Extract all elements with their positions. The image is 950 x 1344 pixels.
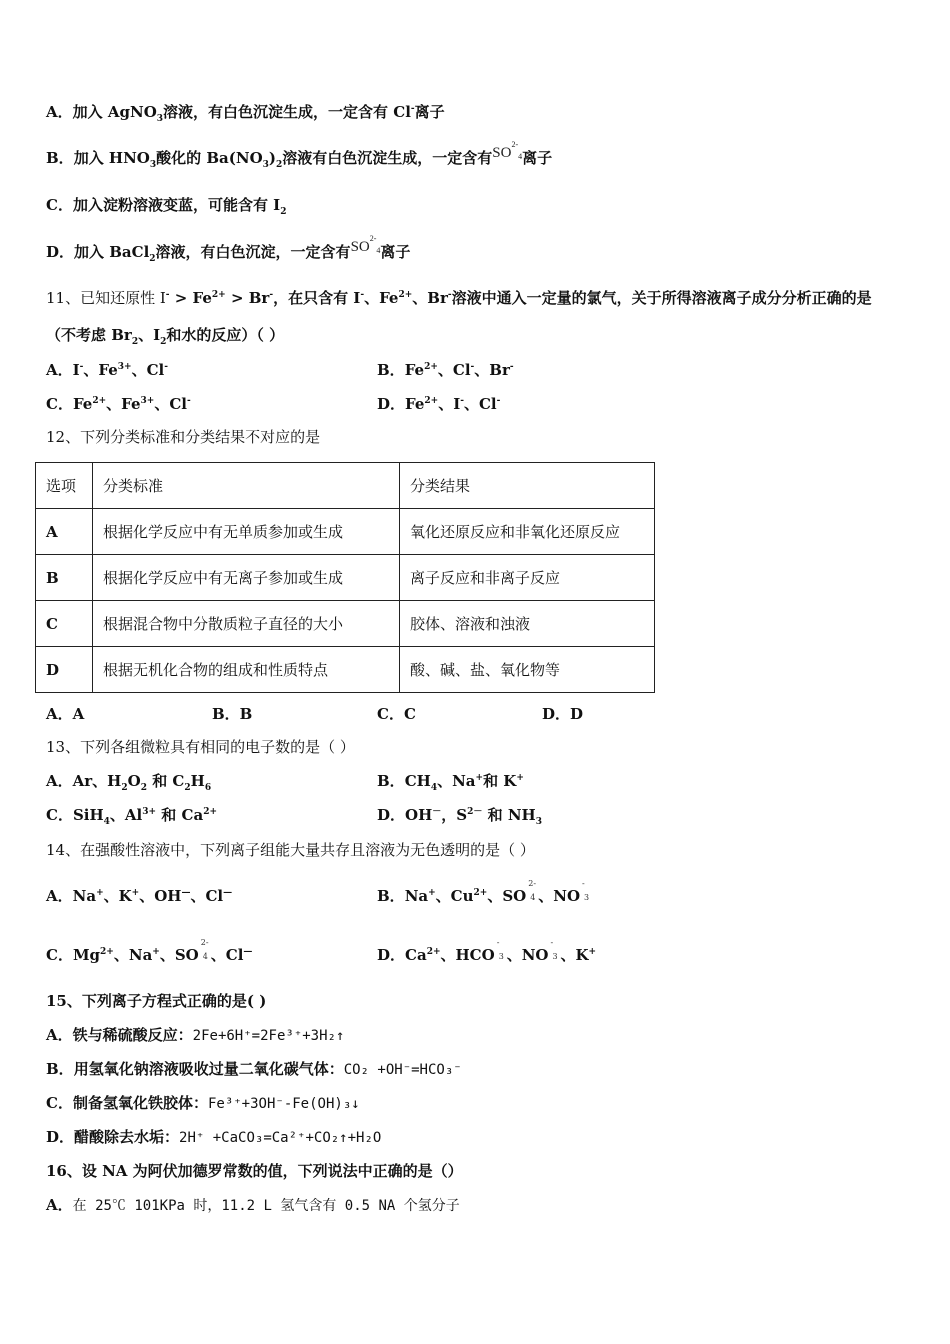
q11-option-c: C．$Fe^{2+}$、$Fe^{3+}$、Cl- bbox=[46, 395, 191, 413]
q13-option-b: B．$CH_4$、Na+和 K+ bbox=[377, 772, 524, 793]
q12-option-a: A．A bbox=[46, 705, 85, 723]
q10-option-a: A．加入 AgNO$_3$溶液，有白色沉淀生成，一定含有 Cl-离子 bbox=[46, 103, 445, 124]
q11-option-d: D．$Fe^{2+}$、I-、Cl- bbox=[377, 395, 501, 413]
q15-option-d: D．醋酸除去水垢：2H⁺ +CaCO₃=Ca²⁺+CO₂↑+H₂O bbox=[46, 1128, 382, 1146]
q13-option-a: A．Ar、$H_2O_2$ 和 $C_2H_6$ bbox=[46, 772, 212, 793]
q12-option-b: B．B bbox=[212, 705, 253, 723]
table-cell: 根据无机化合物的组成和性质特点 bbox=[93, 647, 400, 693]
table-cell: C bbox=[36, 601, 93, 647]
table-cell: D bbox=[36, 647, 93, 693]
equation: CO₂ +OH⁻=HCO₃⁻ bbox=[343, 1062, 462, 1078]
table-cell: 胶体、溶液和浊液 bbox=[400, 601, 655, 647]
q12-stem: 12、下列分类标准和分类结果不对应的是 bbox=[46, 428, 321, 446]
q14-option-a: A．Na+、K+、OH—、Cl— bbox=[46, 887, 233, 905]
q10-option-b: B．加入 $HNO_3$酸化的 $Ba(NO_3)_2$溶液有白色沉淀生成，一定含有$SO^{2-}_4$离子 bbox=[46, 140, 553, 170]
table-cell: 酸、碱、盐、氧化物等 bbox=[400, 647, 655, 693]
q13-option-c: C．SiH$_4$、$Al^{3+}$ 和 $Ca^{2+}$ bbox=[46, 806, 217, 827]
q14-option-d: D．$Ca^{2+}$、HCO - 3 、NO - 3 、K+ bbox=[377, 938, 597, 964]
equation: 2Fe+6H⁺=2Fe³⁺+3H₂↑ bbox=[192, 1028, 345, 1044]
table-cell: 离子反应和非离子反应 bbox=[400, 555, 655, 601]
sulfate-ion-formula: $SO^{2-}_4$ bbox=[492, 140, 523, 161]
q15-option-c: C．制备氢氧化铁胶体：Fe³⁺+3OH⁻-Fe(OH)₃↓ bbox=[46, 1094, 360, 1112]
table-row bbox=[36, 555, 655, 601]
sulfate-ion-formula: $SO^{2-}_4$ bbox=[350, 234, 381, 255]
table-header-cell: 选项 bbox=[36, 463, 93, 509]
q12-option-d: D．D bbox=[542, 705, 584, 723]
q10-option-c: C．加入淀粉溶液变蓝，可能含有 $I_2$ bbox=[46, 196, 287, 217]
table-cell: 根据化学反应中有无离子参加或生成 bbox=[93, 555, 400, 601]
classification-table bbox=[35, 462, 655, 693]
table-row bbox=[36, 509, 655, 555]
table-cell: A bbox=[36, 509, 93, 555]
q14-option-c: C．$Mg^{2+}$、Na+、SO 2- 4 、Cl— bbox=[46, 938, 253, 964]
table-row bbox=[36, 601, 655, 647]
table-cell: 根据混合物中分散质粒子直径的大小 bbox=[93, 601, 400, 647]
q11-stem-line2: （不考虑 $Br_2$、$I_2$和水的反应）（ ） bbox=[46, 326, 285, 347]
q16-stem: 16、设 NA 为阿伏加德罗常数的值，下列说法中正确的是（） bbox=[46, 1162, 463, 1180]
q13-stem: 13、下列各组微粒具有相同的电子数的是（ ） bbox=[46, 738, 355, 756]
table-row bbox=[36, 647, 655, 693]
table-header-row bbox=[36, 463, 655, 509]
q16-option-a: A．在 25℃ 101KPa 时，11.2 L 氢气含有 0.5 NA 个氢分子 bbox=[46, 1196, 460, 1214]
table-cell: B bbox=[36, 555, 93, 601]
equation: Fe³⁺+3OH⁻-Fe(OH)₃↓ bbox=[207, 1096, 360, 1112]
q15-option-b: B．用氢氧化钠溶液吸收过量二氧化碳气体：CO₂ +OH⁻=HCO₃⁻ bbox=[46, 1060, 462, 1078]
table-cell: 根据化学反应中有无单质参加或生成 bbox=[93, 509, 400, 555]
q11-option-b: B．$Fe^{2+}$、Cl-、Br- bbox=[377, 361, 514, 379]
table-header-cell: 分类标准 bbox=[93, 463, 400, 509]
table-cell: 氧化还原反应和非氧化还原反应 bbox=[400, 509, 655, 555]
q10-option-d: D．加入 BaCl$_2$溶液，有白色沉淀，一定含有$SO^{2-}_4$离子 bbox=[46, 234, 411, 264]
equation: 2H⁺ +CaCO₃=Ca²⁺+CO₂↑+H₂O bbox=[179, 1130, 382, 1146]
q11-stem-line1: 11、已知还原性 $I^- > Fe^{2+} > Br^-$，在只含有 I-、$Fe^{2+}$、Br-溶液中通入一定量的氯气，关于所得溶液离子成分分析正确的是 bbox=[46, 289, 872, 307]
q15-option-a: A．铁与稀硫酸反应：2Fe+6H⁺=2Fe³⁺+3H₂↑ bbox=[46, 1026, 345, 1044]
q12-option-c: C．C bbox=[377, 705, 416, 723]
q13-option-d: D．OH－，$S^{2-}$ 和 $NH_3$ bbox=[377, 806, 542, 827]
q14-stem: 14、在强酸性溶液中，下列离子组能大量共存且溶液为无色透明的是（ ） bbox=[46, 841, 535, 859]
q15-stem: 15、下列离子方程式正确的是( ) bbox=[46, 992, 267, 1010]
q11-option-a: A．I-、$Fe^{3+}$、Cl- bbox=[46, 361, 168, 379]
table-header-cell: 分类结果 bbox=[400, 463, 655, 509]
q14-option-b: B．Na+、$Cu^{2+}$、SO 2- 4 、NO - 3 bbox=[377, 879, 590, 905]
